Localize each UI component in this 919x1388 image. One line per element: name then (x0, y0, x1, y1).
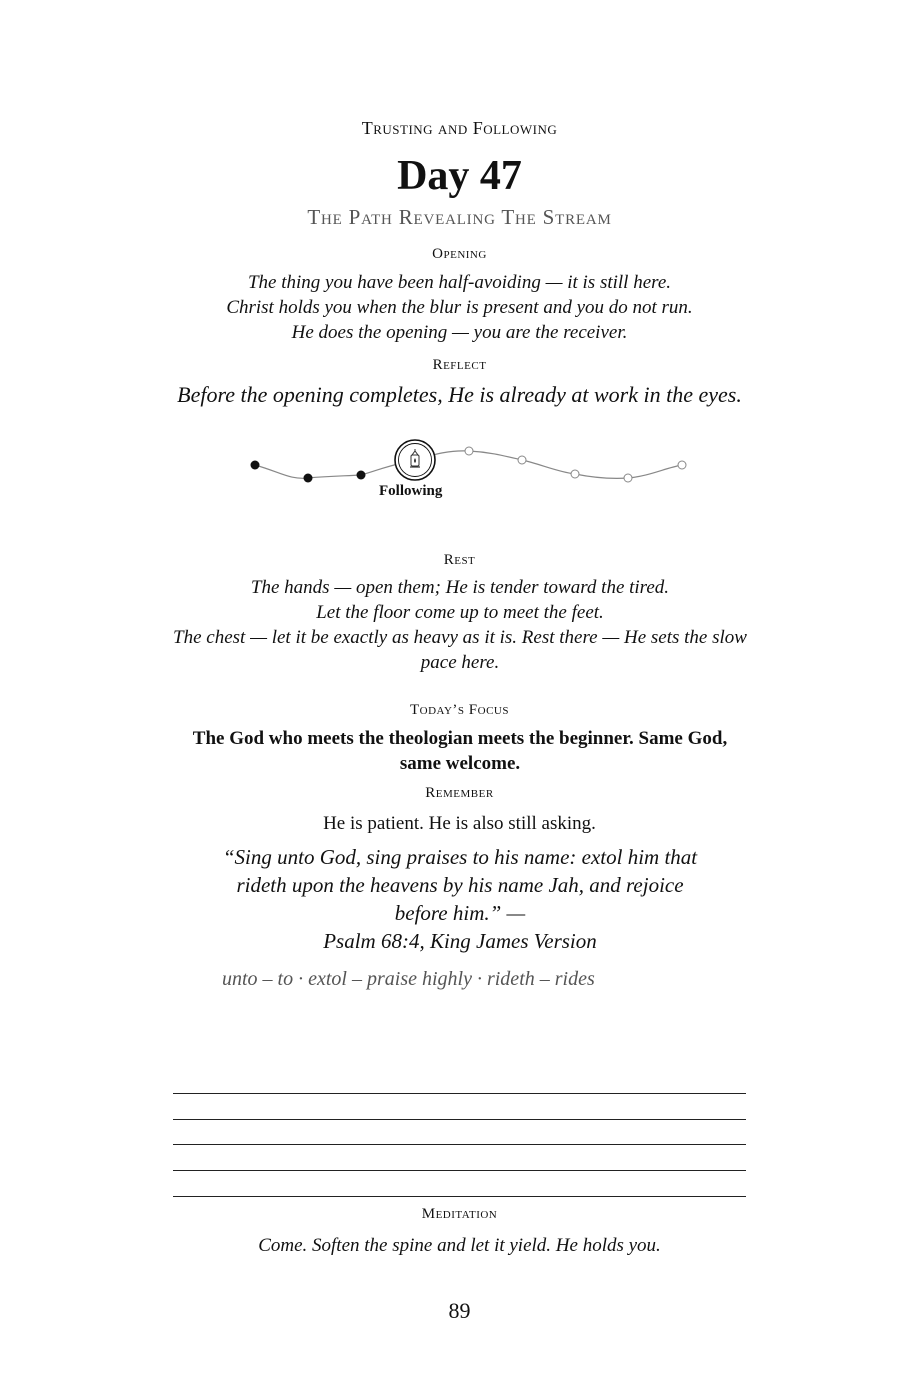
focus-text: The God who meets the theologian meets the beginner. Same God, same welcome. (192, 728, 728, 774)
verse-reference: Psalm 68:4, King James Version (323, 929, 597, 953)
journey-stop-completed (251, 461, 260, 470)
rest-label: Rest (443, 552, 476, 568)
rest-line: The chest — let it be exactly as heavy as it is. Rest there — He sets the slow pace here. (173, 627, 747, 673)
opening-label: Opening (432, 246, 487, 262)
journal-line[interactable] (173, 1119, 746, 1120)
opening-line: The thing you have been half-avoiding — it is still here. (247, 272, 672, 293)
meditation-label: Meditation (421, 1206, 498, 1222)
journal-line[interactable] (173, 1093, 746, 1094)
journey-stop-upcoming (465, 447, 473, 455)
journey-stop-upcoming (571, 470, 579, 478)
journey-current-label: Following (379, 483, 443, 499)
rest-line: Let the floor come up to meet the feet. (316, 602, 604, 623)
journal-line[interactable] (173, 1196, 746, 1197)
journey-path (0, 430, 919, 490)
series-title: Trusting and Following (361, 118, 558, 138)
focus-label: Today’s Focus (410, 702, 509, 718)
journey-stop-completed (304, 474, 313, 483)
scripture-verse (220, 843, 700, 955)
remember-label: Remember (425, 785, 494, 801)
reflect-text: Before the opening completes, He is already at work in the eyes. (177, 382, 742, 407)
reflect-label: Reflect (432, 357, 487, 373)
day-subtitle: The Path Revealing The Stream (307, 205, 612, 229)
journey-stop-upcoming (518, 456, 526, 464)
page-number: 89 (448, 1298, 471, 1323)
journal-line[interactable] (173, 1144, 746, 1145)
journey-stop-completed (357, 471, 366, 480)
opening-line: Christ holds you when the blur is present and you do not run. (226, 297, 693, 318)
journal-line[interactable] (173, 1170, 746, 1171)
verse-text: “Sing unto God, sing praises to his name: extol him that rideth upon the heavens by his name Jah, and rejoice before him.” — (222, 845, 698, 925)
day-title: Day 47 (397, 153, 522, 199)
opening-line: He does the opening — you are the receiver. (291, 322, 628, 343)
rest-line: The hands — open them; He is tender toward the tired. (250, 577, 670, 598)
journey-stop-upcoming (624, 474, 632, 482)
lantern-icon (395, 440, 435, 480)
glossary: unto – to · extol – praise highly · rideth – rides (222, 968, 595, 990)
journey-stop-upcoming (678, 461, 686, 469)
remember-text: He is patient. He is also still asking. (323, 813, 596, 834)
opening-text (0, 270, 919, 345)
meditation-text: Come. Soften the spine and let it yield. He holds you. (258, 1235, 661, 1256)
rest-text (170, 575, 750, 675)
